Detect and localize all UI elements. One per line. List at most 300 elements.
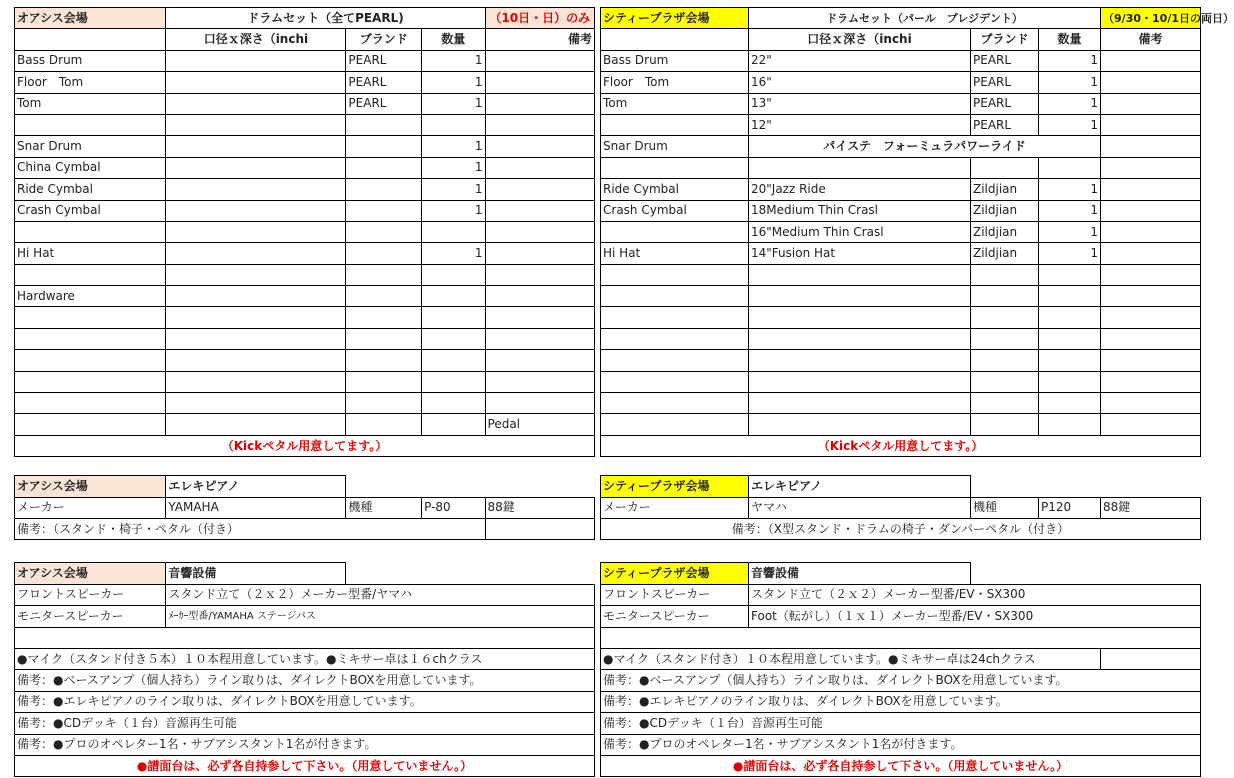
music-stand-warning: ●譜面台は、必ず各自持参して下さい。（用意していません。）	[15, 755, 595, 776]
drum-qty	[1039, 371, 1101, 392]
drum-qty	[422, 328, 485, 349]
drum-remarks	[1101, 200, 1201, 221]
drum-title-row	[15, 8, 595, 29]
drum-brand	[971, 307, 1039, 328]
music-stand-warning: ●譜面台は、必ず各自持参して下さい。（用意していません。）	[601, 755, 1201, 776]
note2-row	[601, 691, 1201, 712]
drum-row	[15, 50, 595, 71]
drum-row	[601, 371, 1201, 392]
drum-row	[15, 157, 595, 178]
drum-row	[15, 328, 595, 349]
drum-size	[166, 114, 346, 135]
drum-item	[15, 414, 166, 435]
drum-remarks	[485, 393, 594, 414]
drum-remarks	[1101, 114, 1201, 135]
note2-row	[15, 691, 595, 712]
cityplaza-piano-table	[600, 475, 1201, 540]
drum-brand	[346, 264, 422, 285]
drum-brand	[971, 157, 1039, 178]
drum-item: China Cymbal	[15, 157, 166, 178]
drum-remarks	[485, 350, 594, 371]
drum-qty: 1	[1039, 179, 1101, 200]
drum-remarks	[485, 93, 594, 114]
drum-brand: Zildjian	[971, 221, 1039, 242]
header-brand: ブランド	[971, 29, 1039, 50]
drum-brand	[346, 371, 422, 392]
drum-item	[601, 264, 749, 285]
drum-item	[15, 371, 166, 392]
drum-remarks	[485, 50, 594, 71]
drum-qty: 1	[422, 50, 485, 71]
drum-item: Bass Drum	[15, 50, 166, 71]
drum-qty	[422, 371, 485, 392]
sound-note-2: 備考：●エレキピアノのライン取りは、ダイレクトBOXを用意しています。	[601, 691, 1201, 712]
drum-item: Tom	[601, 93, 749, 114]
drum-qty	[422, 264, 485, 285]
drum-qty: 1	[422, 179, 485, 200]
drum-size: 14"Fusion Hat	[749, 243, 971, 264]
piano-title-row	[15, 476, 595, 497]
drum-row	[15, 286, 595, 307]
venue-label: シティープラザ会場	[601, 8, 749, 29]
sound-title-row	[15, 563, 595, 584]
sound-note-4: 備考：●プロのオペレター1名・サブアシスタント1名が付きます。	[15, 734, 595, 755]
header-brand: ブランド	[346, 29, 422, 50]
drum-item: Ride Cymbal	[15, 179, 166, 200]
drum-qty	[1039, 286, 1101, 307]
drum-size	[749, 328, 971, 349]
drum-size	[166, 221, 346, 242]
drum-row	[601, 93, 1201, 114]
drum-item	[601, 114, 749, 135]
sound-title-blank	[346, 563, 595, 584]
note1-row	[15, 670, 595, 691]
drum-row	[15, 307, 595, 328]
oasis-sound-table	[14, 562, 595, 777]
drum-qty: 1	[1039, 200, 1101, 221]
cityplaza-drum-table	[600, 7, 1234, 457]
kick-note-row	[601, 435, 1201, 456]
cityplaza-sound-table	[600, 562, 1201, 777]
drum-remarks	[1101, 72, 1201, 93]
header-remarks: 備考	[1101, 29, 1201, 50]
drum-qty	[422, 350, 485, 371]
header-row	[15, 29, 595, 50]
sound-title: 音響設備	[749, 563, 971, 584]
drum-qty	[422, 221, 485, 242]
drum-brand	[346, 393, 422, 414]
drum-remarks	[1101, 264, 1201, 285]
sound-note-1: 備考：●ベースアンプ（個人持ち）ライン取りは、ダイレクトBOXを用意しています。	[15, 670, 595, 691]
drum-size	[166, 136, 346, 157]
drum-qty	[422, 307, 485, 328]
drum-item	[15, 350, 166, 371]
drum-brand	[346, 136, 422, 157]
front-speaker: スタンド立て（２ｘ２）メーカー型番/EV・SX300	[749, 584, 1201, 605]
drum-size: 12"	[749, 114, 971, 135]
drum-item	[601, 393, 749, 414]
drum-item	[15, 393, 166, 414]
piano-model: P120	[1039, 497, 1101, 518]
drum-remarks	[1101, 307, 1201, 328]
drum-item: Bass Drum	[601, 50, 749, 71]
drum-brand	[346, 179, 422, 200]
drum-remarks	[1101, 286, 1201, 307]
piano-maker: ヤマハ	[749, 497, 971, 518]
sound-note-2: 備考：●エレキピアノのライン取りは、ダイレクトBOXを用意しています。	[15, 691, 595, 712]
sound-venue: シティープラザ会場	[601, 563, 749, 584]
drum-qty	[1039, 414, 1101, 435]
drum-row	[601, 307, 1201, 328]
drum-brand: Zildjian	[971, 243, 1039, 264]
warning-row	[601, 755, 1201, 776]
drum-row	[15, 393, 595, 414]
drum-row	[15, 72, 595, 93]
piano-maker: YAMAHA	[166, 497, 346, 518]
drum-rows	[15, 50, 595, 435]
piano-remarks: 備考：（X型スタンド・ドラムの椅子・ダンパーペタル（付き）	[601, 518, 1201, 539]
drum-size	[166, 286, 346, 307]
drum-qty: 1	[422, 72, 485, 93]
drum-row	[15, 350, 595, 371]
drum-brand: PEARL	[971, 114, 1039, 135]
piano-maker-label: メーカー	[15, 497, 166, 518]
drum-size	[166, 264, 346, 285]
drum-item: Tom	[15, 93, 166, 114]
drum-remarks	[1101, 157, 1201, 178]
drum-remarks	[485, 200, 594, 221]
front-speaker: スタンド立て（２ｘ２）メーカー型番/ヤマハ	[166, 584, 595, 605]
front-speaker-row	[601, 584, 1201, 605]
drum-size: 20"Jazz Ride	[749, 179, 971, 200]
drum-brand	[346, 157, 422, 178]
drum-row	[601, 157, 1201, 178]
drum-qty: 1	[422, 157, 485, 178]
drum-row	[15, 243, 595, 264]
piano-venue: オアシス会場	[15, 476, 166, 497]
drum-size	[749, 286, 971, 307]
drum-item	[15, 264, 166, 285]
piano-model-label: 機種	[346, 497, 422, 518]
drum-brand	[971, 393, 1039, 414]
drum-size	[749, 157, 971, 178]
drum-brand: PEARL	[971, 50, 1039, 71]
oasis-piano-table	[14, 475, 595, 540]
drum-remarks	[485, 72, 594, 93]
header-size: 口径ｘ深さ（inchi	[749, 29, 971, 50]
front-speaker-row	[15, 584, 595, 605]
drum-item: Snar Drum	[601, 136, 749, 157]
drum-remarks	[1101, 136, 1201, 157]
drum-item	[15, 114, 166, 135]
cityplaza-panel	[600, 7, 1234, 777]
drum-size	[749, 371, 971, 392]
drum-row	[601, 286, 1201, 307]
drum-item	[601, 350, 749, 371]
piano-title-blank	[971, 476, 1201, 497]
drum-size: 18Medium Thin Crasl	[749, 200, 971, 221]
drum-qty	[422, 286, 485, 307]
drum-title: ドラムセット（全てPEARL)	[166, 8, 485, 29]
drum-item: Hardware	[15, 286, 166, 307]
drum-remarks	[485, 114, 594, 135]
drum-remarks	[1101, 328, 1201, 349]
warning-row	[15, 755, 595, 776]
drum-remarks	[485, 371, 594, 392]
drum-size	[749, 307, 971, 328]
kick-note: （Kickペタル用意してます。）	[15, 435, 595, 456]
mic-note: ●マイク（スタンド付き）１０本程用意しています。●ミキサー卓は24chクラス	[601, 648, 1101, 669]
drum-size: 22"	[749, 50, 971, 71]
drum-item	[601, 157, 749, 178]
piano-title-row	[601, 476, 1201, 497]
sound-note-4: 備考：●プロのオペレター1名・サブアシスタント1名が付きます。	[601, 734, 1201, 755]
drum-qty: 1	[1039, 93, 1101, 114]
piano-title-blank	[346, 476, 595, 497]
drum-qty: 1	[422, 200, 485, 221]
drum-item: Floor Tom	[15, 72, 166, 93]
drum-qty: 1	[422, 243, 485, 264]
piano-maker-row	[601, 497, 1201, 518]
piano-maker-label: メーカー	[601, 497, 749, 518]
sound-note-3: 備考：●CDデッキ（１台）音源再生可能	[15, 713, 595, 734]
drum-brand	[346, 414, 422, 435]
drum-size	[166, 350, 346, 371]
drum-item	[601, 371, 749, 392]
drum-size	[166, 50, 346, 71]
drum-size	[166, 179, 346, 200]
note4-row	[601, 734, 1201, 755]
drum-brand	[346, 328, 422, 349]
drum-size	[749, 350, 971, 371]
piano-remarks-blank	[485, 518, 594, 539]
drum-brand: PEARL	[346, 50, 422, 71]
drum-size	[166, 328, 346, 349]
drum-title-row	[601, 8, 1201, 29]
drum-item: Ride Cymbal	[601, 179, 749, 200]
drum-brand	[346, 200, 422, 221]
drum-remarks	[485, 286, 594, 307]
drum-rows	[601, 50, 1201, 435]
drum-brand	[971, 264, 1039, 285]
drum-brand: PEARL	[971, 72, 1039, 93]
drum-date-note: （9/30・10/1日の両日）	[1101, 8, 1201, 29]
monitor-speaker-row	[15, 606, 595, 627]
mic-row	[15, 648, 595, 669]
drum-remarks	[1101, 371, 1201, 392]
monitor-speaker: Foot（転がし）（１ｘ１）メーカー型番/EV・SX300	[749, 606, 1201, 627]
sound-blank-row	[601, 627, 1201, 648]
sound-title-blank	[971, 563, 1201, 584]
header-remarks: 備考	[485, 29, 594, 50]
sound-title: 音響設備	[166, 563, 346, 584]
drum-row	[601, 328, 1201, 349]
header-qty: 数量	[1039, 29, 1101, 50]
drum-remarks	[485, 328, 594, 349]
piano-remarks-row	[15, 518, 595, 539]
front-speaker-label: フロントスピーカー	[15, 584, 166, 605]
drum-row	[601, 114, 1201, 135]
drum-size	[166, 414, 346, 435]
drum-remarks	[485, 264, 594, 285]
drum-size	[166, 243, 346, 264]
drum-item	[601, 307, 749, 328]
drum-row	[601, 50, 1201, 71]
drum-row	[601, 72, 1201, 93]
drum-qty: 1	[1039, 72, 1101, 93]
piano-maker-row	[15, 497, 595, 518]
drum-row	[15, 93, 595, 114]
drum-row	[15, 200, 595, 221]
piano-title: エレキピアノ	[166, 476, 346, 497]
drum-remarks	[1101, 179, 1201, 200]
drum-size	[166, 93, 346, 114]
drum-brand	[971, 328, 1039, 349]
drum-brand	[346, 350, 422, 371]
mic-blank	[1101, 648, 1201, 669]
drum-row	[15, 179, 595, 200]
piano-remarks-row	[601, 518, 1201, 539]
drum-size: 16"Medium Thin Crasl	[749, 221, 971, 242]
piano-remarks: 備考：（スタンド・椅子・ペタル（付き）	[15, 518, 486, 539]
drum-qty	[1039, 157, 1101, 178]
oasis-drum-table	[14, 7, 595, 457]
drum-row	[601, 350, 1201, 371]
mic-row	[601, 648, 1201, 669]
drum-item	[15, 328, 166, 349]
note4-row	[15, 734, 595, 755]
drum-brand	[971, 414, 1039, 435]
drum-brand	[346, 243, 422, 264]
drum-qty: 1	[1039, 243, 1101, 264]
monitor-speaker-label: モニタースピーカー	[15, 606, 166, 627]
drum-item	[601, 328, 749, 349]
drum-remarks	[485, 307, 594, 328]
piano-title: エレキピアノ	[749, 476, 971, 497]
drum-item: Crash Cymbal	[15, 200, 166, 221]
drum-qty	[422, 393, 485, 414]
drum-qty	[1039, 350, 1101, 371]
drum-remarks	[1101, 393, 1201, 414]
drum-brand: PEARL	[346, 72, 422, 93]
piano-keys: 88鍵	[485, 497, 594, 518]
drum-qty: 1	[1039, 114, 1101, 135]
drum-size	[166, 200, 346, 221]
drum-item	[601, 286, 749, 307]
drum-brand	[971, 350, 1039, 371]
drum-brand	[346, 307, 422, 328]
drum-remarks	[1101, 221, 1201, 242]
drum-brand	[346, 221, 422, 242]
drum-row	[15, 221, 595, 242]
drum-qty	[1039, 393, 1101, 414]
piano-venue: シティープラザ会場	[601, 476, 749, 497]
monitor-speaker-row	[601, 606, 1201, 627]
drum-remarks: Pedal	[485, 414, 594, 435]
drum-remarks	[485, 136, 594, 157]
drum-size: 13"	[749, 93, 971, 114]
drum-qty: 1	[422, 93, 485, 114]
drum-row	[601, 221, 1201, 242]
drum-size	[166, 157, 346, 178]
drum-remarks	[485, 179, 594, 200]
drum-row	[15, 114, 595, 135]
drum-item	[15, 221, 166, 242]
sound-title-row	[601, 563, 1201, 584]
snare-note: パイステ フォーミュラパワーライド	[749, 136, 1101, 157]
drum-remarks	[485, 221, 594, 242]
drum-row	[601, 414, 1201, 435]
drum-qty	[1039, 307, 1101, 328]
header-size: 口径ｘ深さ（inchi	[166, 29, 346, 50]
drum-brand: Zildjian	[971, 179, 1039, 200]
drum-size	[749, 393, 971, 414]
drum-qty: 1	[1039, 221, 1101, 242]
piano-keys: 88鍵	[1101, 497, 1201, 518]
note1-row	[601, 670, 1201, 691]
drum-row	[601, 393, 1201, 414]
drum-qty: 1	[1039, 50, 1101, 71]
drum-qty	[422, 114, 485, 135]
drum-size: 16"	[749, 72, 971, 93]
drum-row	[601, 136, 1201, 157]
kick-note: （Kickペタル用意してます。）	[601, 435, 1201, 456]
drum-size	[166, 393, 346, 414]
drum-size	[166, 307, 346, 328]
oasis-panel	[14, 7, 595, 777]
drum-remarks	[1101, 414, 1201, 435]
drum-item: Crash Cymbal	[601, 200, 749, 221]
drum-size	[749, 414, 971, 435]
drum-brand: PEARL	[346, 93, 422, 114]
drum-remarks	[485, 243, 594, 264]
drum-date-note: （10日・日）のみ	[485, 8, 594, 29]
drum-brand	[346, 286, 422, 307]
drum-remarks	[485, 157, 594, 178]
drum-item: Hi Hat	[15, 243, 166, 264]
drum-remarks	[1101, 50, 1201, 71]
monitor-speaker-label: モニタースピーカー	[601, 606, 749, 627]
drum-item: Snar Drum	[15, 136, 166, 157]
piano-model-label: 機種	[971, 497, 1039, 518]
header-item	[601, 29, 749, 50]
drum-qty: 1	[422, 136, 485, 157]
drum-item	[601, 221, 749, 242]
monitor-speaker: ﾒｰｶｰ型番/YAMAHA ステージパス	[166, 606, 595, 627]
mic-note: ●マイク（スタンド付き５本）１０本程用意しています。●ミキサー卓は１６chクラス	[15, 648, 595, 669]
header-row	[601, 29, 1201, 50]
drum-qty	[422, 414, 485, 435]
sound-blank-row	[15, 627, 595, 648]
header-item	[15, 29, 166, 50]
drum-row	[601, 243, 1201, 264]
drum-item: Floor Tom	[601, 72, 749, 93]
drum-row	[15, 414, 595, 435]
drum-remarks	[1101, 243, 1201, 264]
kick-note-row	[15, 435, 595, 456]
sound-venue: オアシス会場	[15, 563, 166, 584]
drum-remarks	[1101, 93, 1201, 114]
piano-model: P-80	[422, 497, 485, 518]
venue-label: オアシス会場	[15, 8, 166, 29]
sound-note-3: 備考：●CDデッキ（１台）音源再生可能	[601, 713, 1201, 734]
drum-item	[601, 414, 749, 435]
front-speaker-label: フロントスピーカー	[601, 584, 749, 605]
drum-item: Hi Hat	[601, 243, 749, 264]
sound-blank	[601, 627, 1201, 648]
sound-note-1: 備考：●ベースアンプ（個人持ち）ライン取りは、ダイレクトBOXを用意しています。	[601, 670, 1201, 691]
sound-blank	[15, 627, 595, 648]
